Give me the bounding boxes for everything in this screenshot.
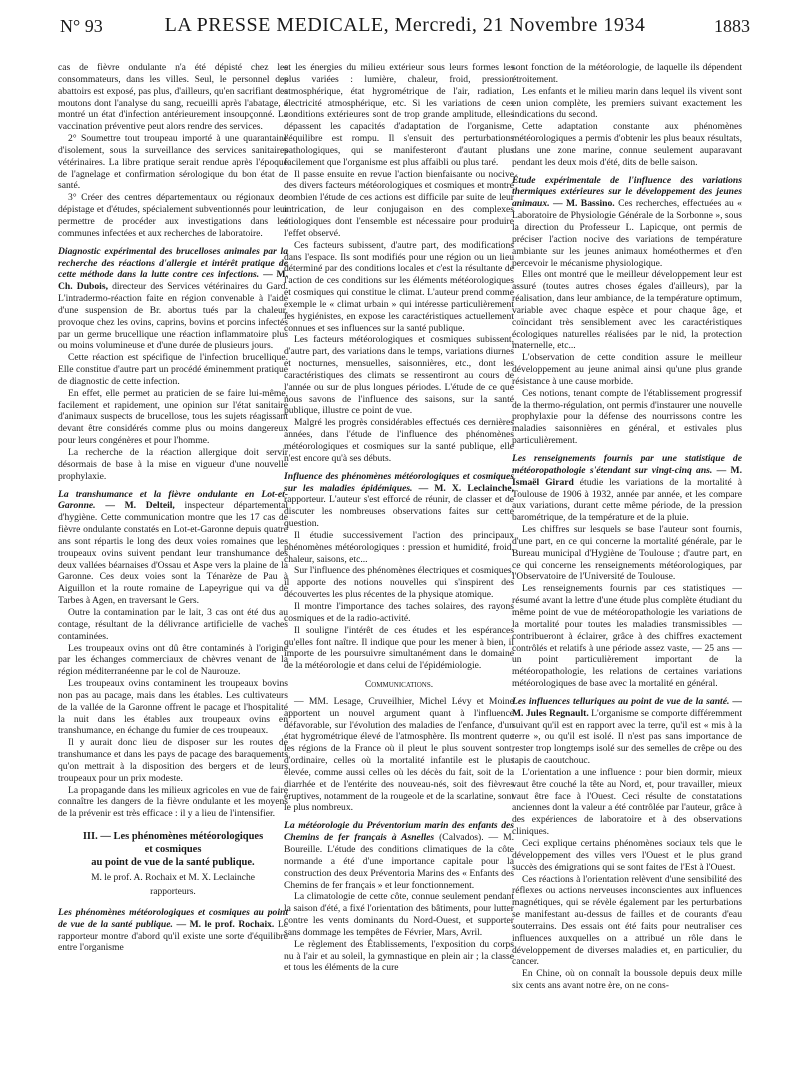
paragraph: Ces réactions à l'orientation relèvent d'une sensibilité des réflexes ou actions nerveuses inconscientes aux influences magnétiques, qui se révèle également par les perturbations se manifestant au-dessus de failles et de courants d'eau souterrains. Des essais ont été faits pour neutraliser ces influences auxquelles on a attribué un rôle dans le développement de diverses maladies et, en particulier, du cancer. bbox=[512, 873, 742, 968]
issue-number: N° 93 bbox=[60, 16, 103, 36]
paragraph: Cette adaptation constante aux phénomènes météorologiques a permis d'obtenir les plus beaux résultats, dans une zone marine, connue seulement auparavant pendant les deux mois d'été, dits de belle saison. bbox=[512, 121, 742, 168]
paragraph: En Chine, où on connaît la boussole depuis deux mille six cents ans avant notre ère, on ne cons- bbox=[512, 968, 742, 992]
paragraph: Elles ont montré que le meilleur développement leur est assuré (toutes autres choses égales d'ailleurs), par la réalisation, dans leur ambiance, de la température optimum, variable avec chaque espèce et pour chaque âge, et coïncidant très sensiblement avec les caractéristiques écologiques naturelles réalisées par le nid, la protection maternelle, etc... bbox=[512, 269, 742, 352]
paragraph: — MM. Lesage, Cruveilhier, Michel Lévy et Moine apportent un nouvel argument quant à l'influence défavorable, sur l'évolution des maladies de l'enfance, d'un état hygrométrique élevé de l'atmosphère. Ils montrent que les régions de la France où il pleut le plus souvent sont, d'ordinaire, celles où la mortalité infantile est le plus élevée, comme aussi celles où les décès du fait, soit de la diarrhée et de l'entérite des nouveau-nés, soit des fièvres éruptives, notamment de la rougeole et de la scarlatine, sont le plus nombreux. bbox=[284, 695, 514, 814]
paragraph: Il souligne l'intérêt de ces études et les espérances qu'elles font naître. Il indique que pour les mener à bien, il importe de les poursuivre simultanément dans le domaine de la météorologie et dans celui de l'épidémiologie. bbox=[284, 624, 514, 672]
paragraph: Cette réaction est spécifique de l'infection brucellique. Elle constitue d'autre part un procédé éminemment pratique de diagnostic de cette infection. bbox=[58, 352, 288, 387]
paragraph: Les enfants et le milieu marin dans lequel ils vivent sont en union complète, les premiers suivant exactement les indications du second. bbox=[512, 85, 742, 121]
section-title: III. — Les phénomènes météorologiques et cosmiques au point de vue de la santé publique. bbox=[82, 831, 264, 869]
paragraph: et les énergies du milieu extérieur sous leurs formes les plus variées : lumière, chaleur, froid, pression atmosphérique, état hygrométrique de l'air, radiation, électricité atmosphérique, etc. Si les variations de ces conditions extérieures sont de trop grande amplitude, elles dépassent les capacités d'adaptation de l'organisme, l'équilibre est rompu. Il s'ensuit des perturbations pathologiques, qui se manifesteront d'autant plus facilement que l'organisme est plus affaibli ou plus taré. bbox=[284, 62, 514, 168]
paragraph: La recherche de la réaction allergique doit servir désormais de base à la mise en vigueur d'une nouvelle prophylaxie. bbox=[58, 447, 288, 482]
paragraph: Les troupeaux ovins contaminent les troupeaux bovins non pas au pacage, mais dans les étables. Les cultivateurs de la vallée de la Garonne offrent le pacage et l'hospitalité la nuit dans les étables aux troupeaux ovins en transhumance, en échange du fumier de ces troupeaux. bbox=[58, 678, 288, 737]
article-author: — M. Ch. Dubois, bbox=[58, 269, 288, 293]
paragraph: Les troupeaux ovins ont dû être contaminés à l'origine par les échanges commerciaux de chèvres venant de la région méditerranéenne par le col de Naurouze. bbox=[58, 642, 288, 678]
paragraph: 3° Créer des centres départementaux ou régionaux de dépistage et d'études, spécialement subventionnés pour leur permettre de procéder aux investigations dans les communes infectées et aux recherches de laboratoire. bbox=[58, 192, 288, 239]
paragraph: sont fonction de la météorologie, de laquelle ils dépendent étroitement. bbox=[512, 62, 742, 85]
article-author: — M. Bassino. bbox=[552, 198, 615, 210]
paragraph: inspecteur départemental d'hygiène. Cette communication montre que les 17 cas de fièvre ondulante constatés en Lot-et-Garonne depuis quatre ans sont répartis le long des deux voies romaines que les troupeaux ovins suivent pendant leur transhumance des deux vallées béarnaises d'Ossau et Aspe vers la plaine de la Garonne. Ces deux voies sont la Ténarèze de Pau à Aiguillon et la route romaine de Lapeyrigue qui va de Tarbes à Agen, en traversant le Gers. bbox=[58, 500, 288, 607]
article-author: (Calvados). — M. Boureille. bbox=[284, 832, 514, 855]
paragraph: Le règlement des Établissements, l'exposition du corps nu à l'air et au soleil, la gymnastique en plein air ; la classe et tous les éléments de la cure bbox=[284, 938, 514, 974]
paragraph: La climatologie de cette côte, connue seulement pendant la saison d'été, a fixé l'orientation des bâtiments, pour lutter contre les vents dominants du Nord-Ouest, et supporter sans dommage les tempêtes de Février, Mars, Avril. bbox=[284, 891, 514, 938]
journal-title: LA PRESSE MEDICALE, Mercredi, 21 Novembre 1934 bbox=[164, 14, 646, 36]
paragraph: Malgré les progrès considérables effectués ces dernières années, dans l'étude de l'influence des phénomènes météorologiques et cosmiques sur la santé publique, elle n'est encore qu'à ses débuts. bbox=[284, 417, 514, 464]
paragraph: cas de fièvre ondulante n'a été dépisté chez les consommateurs, dans les villes. Seul, le personnel des abattoirs est exposé, pas plus, d'ailleurs, qu'en sacrifiant des moutons dont l'analyse du sang, recueilli après l'abatage, a montré un état d'infection antérieurement insoupçonné. La vaccination préventive peut alors rendre des services. bbox=[58, 62, 288, 133]
paragraph: Il y aurait donc lieu de disposer sur les routes de transhumance et dans les pays de pacage des baraquements qu'on mettrait à la disposition des bergers et de leurs troupeaux pour un prix modeste. bbox=[58, 737, 288, 784]
paragraph: rapporteur. L'auteur s'est efforcé de réunir, de classer et de discuter les nombreuses observations faites sur cette question. bbox=[284, 494, 514, 530]
paragraph: La propagande dans les milieux agricoles en vue de faire connaître les dangers de la fièvre ondulante et les moyens de la prévenir est très efficace : il y a lieu de l'intensifier. bbox=[58, 784, 288, 820]
paragraph: Sur l'influence des phénomènes électriques et cosmiques, il apporte des notions nouvelles qui s'inspirent des découvertes les plus récentes de la physique atomique. bbox=[284, 565, 514, 601]
article-heading: Étude expérimentale de l'influence des variations thermiques extérieures sur le développement des jeunes animaux. bbox=[512, 174, 742, 210]
paragraph: directeur des Services vétérinaires du Gard. L'intradermo-réaction faite en région convenable à l'aide d'une suspension de Br. abortus tués par la chaleur, provoque chez les ovins, caprins, bovins et porcins infectés par un germe brucellique une réaction inflammatoire plus ou moins volumineuse et d'une durée de plusieurs jours. bbox=[58, 281, 288, 352]
paragraph: Ces notions, tenant compte de l'établissement progressif de la thermo-régulation, ont permis d'instaurer une nouvelle prophylaxie pour la défense des nourrissons contre les maladies saisonnières en général, et estivales plus particulièrement. bbox=[512, 387, 742, 447]
article-author: — M. Ismaël Girard bbox=[512, 464, 742, 488]
paragraph: Ceci explique certains phénomènes sociaux tels que le développement des villes vers l'Ouest et le plus grand succès des émigrations qui se sont faites de l'Est à l'Ouest. bbox=[512, 838, 742, 873]
paragraph: En effet, elle permet au praticien de se faire lui-même, facilement et rapidement, une opinion sur l'état sanitaire d'animaux suspects de brucellose, tous les sujets réagissant devant être considérés comme plus ou moins dangereux pour leurs congénères et pour l'homme. bbox=[58, 387, 288, 447]
article-heading: Les phénomènes météorologiques et cosmiques au point de vue de la santé publique. bbox=[58, 906, 288, 930]
paragraph: Les renseignements fournis par ces statistiques — résumé avant la lettre d'une étude plus complète étudiant du même point de vue de météoropathologie les variations de la mortalité pour toutes les maladies transmissibles — contribueront à éclairer, grâce à des chiffres exactement contrôlés et relatifs à une période assez vaste, — 25 ans — un point particulièrement important de la météoropathologie, les relations de certaines variations météorologiques de base avec la mortalité en général. bbox=[512, 583, 742, 690]
paragraph: 2° Soumettre tout troupeau importé à une quarantaine d'isolement, sous la surveillance des services sanitaires vétérinaires. La libre pratique serait rendue après l'époque de l'agnelage et confirmation sérologique du bon état de santé. bbox=[58, 133, 288, 192]
column-3 bbox=[512, 62, 742, 1074]
communications-heading: Communications. bbox=[364, 680, 434, 691]
article-heading: La météorologie du Préventorium marin des enfants des Chemins de fer français à Asnelles bbox=[284, 820, 514, 844]
article-heading: Les renseignements fournis par une statistique de météoropathologie s'étendant sur vingt-cinq ans. bbox=[512, 453, 742, 476]
paragraph: L'organisme se comporte différemment suivant qu'il est en rapport avec la terre, qu'il est « mis à la terre », ou qu'il est isolé. Il n'est pas sans importance de rester trop longtemps isolé sur des semelles de crêpe ou des tapis de caoutchouc. bbox=[512, 707, 742, 767]
paragraph: Les facteurs météorologiques et cosmiques subissent, d'autre part, des variations dans le temps, variations diurnes et nocturnes, mensuelles, saisonnières, etc., dont les caractéristiques des climats se ressentiront au cours de l'année ou sur de plus longues périodes. L'étude de ce que nous savons de l'influence des saisons, sur la santé publique, illustre ce point de vue. bbox=[284, 334, 514, 417]
section-rapporteurs-label: rapporteurs. bbox=[150, 887, 196, 897]
section-rapporteurs: M. le prof. A. Rochaix et M. X. Leclainche bbox=[91, 873, 255, 884]
page-number: 1883 bbox=[714, 16, 750, 36]
paragraph: étudie les variations de la mortalité à Toulouse de 1906 à 1932, année par année, et les compare aux variations, durant cette même période, de la pression barométrique, de la température et de la pluie. bbox=[512, 476, 742, 524]
paragraph: L'orientation a une influence : pour bien dormir, mieux vaut être couché la tête au Nord, et, pour travailler, mieux vaut être face à l'Ouest. Ceci résulte de constatations anciennes dont la valeur a été contrôlée par l'auteur, grâce à des expériences de laboratoire et à des observations cliniques. bbox=[512, 766, 742, 838]
paragraph: Ces facteurs subissent, d'autre part, des modifications dans l'espace. Ils sont modifiés pour une région ou un lieu déterminé par des conditions locales et c'est la résultante de l'action de ces conditions sur les éléments météorologiques et cosmiques qui constitue le climat. L'auteur prend comme exemple le « climat urbain » qui intéresse particulièrement les hygiénistes, en expose les caractéristiques actuellement connues et ses influences sur la santé publique. bbox=[284, 239, 514, 334]
article-heading: Influence des phénomènes météorologiques et cosmiques sur les maladies épidémiques. bbox=[284, 470, 514, 494]
paragraph: Ces recherches, effectuées au « Laboratoire de Physiologie Générale de la Sorbonne », sous la direction du Professeur L. Lapicque, ont permis de préciser l'action nocive des variations de température ambiante sur les jeunes animaux homéothermes et d'en percevoir le mécanisme physiologique. bbox=[512, 198, 742, 269]
article-author: — M. le prof. Rochaix. bbox=[176, 918, 275, 930]
article-author: — M. X. Leclainche, bbox=[418, 482, 514, 494]
paragraph: L'étude des conditions climatiques de la côte normande a été d'une importance capitale pour la construction des deux Préventoria Marins des « Enfants des Chemins de fer français » et leur fonctionnement. bbox=[284, 844, 514, 891]
paragraph: Outre la contamination par le lait, 3 cas ont été dus au contage, résultant de la délivrance artificielle de vaches contaminées. bbox=[58, 606, 288, 642]
paragraph: Il montre l'importance des taches solaires, des rayons cosmiques et de la radio-activité. bbox=[284, 600, 514, 624]
article-heading: Les influences telluriques au point de vue de la santé. bbox=[512, 695, 730, 707]
column-1 bbox=[58, 62, 288, 1074]
paragraph: Il passe ensuite en revue l'action bienfaisante ou nocive des divers facteurs météorologiques et cosmiques et montre combien l'étude de ces actions est difficile par suite de leur intrication, de leur conjugaison en des complexes étiologiques dont l'ensemble est nécessaire pour produire l'effet observé. bbox=[284, 168, 514, 239]
paragraph: Le rapporteur montre d'abord qu'il existe une sorte d'équilibre entre l'organisme bbox=[58, 918, 288, 954]
article-author: — M. Jules Regnault. bbox=[512, 695, 742, 719]
paragraph: Les chiffres sur lesquels se base l'auteur sont fournis, d'une part, en ce qui concerne la mortalité générale, par le Bureau municipal d'Hygiène de Toulouse ; d'autre part, en ce qui concerne les renseignements météorologiques, par l'Observatoire de l'Université de Toulouse. bbox=[512, 524, 742, 583]
column-2 bbox=[284, 62, 514, 1074]
article-heading: La transhumance et la fièvre ondulante en Lot-et-Garonne. bbox=[58, 488, 288, 512]
article-author: — M. Delteil, bbox=[105, 500, 175, 512]
paragraph: Il étudie successivement l'action des principaux phénomènes météorologiques : pression et humidité, froid, chaleur, saisons, etc... bbox=[284, 529, 514, 565]
paragraph: L'observation de cette condition assure le meilleur développement au jeune animal ainsi qu'une plus grande résistance à une cause morbide. bbox=[512, 352, 742, 387]
page-header bbox=[60, 14, 750, 42]
article-heading: Diagnostic expérimental des brucelloses animales par la recherche des réactions d'allergie et intérêt pratique de cette méthode dans la lutte contre ces infections. bbox=[58, 245, 288, 281]
